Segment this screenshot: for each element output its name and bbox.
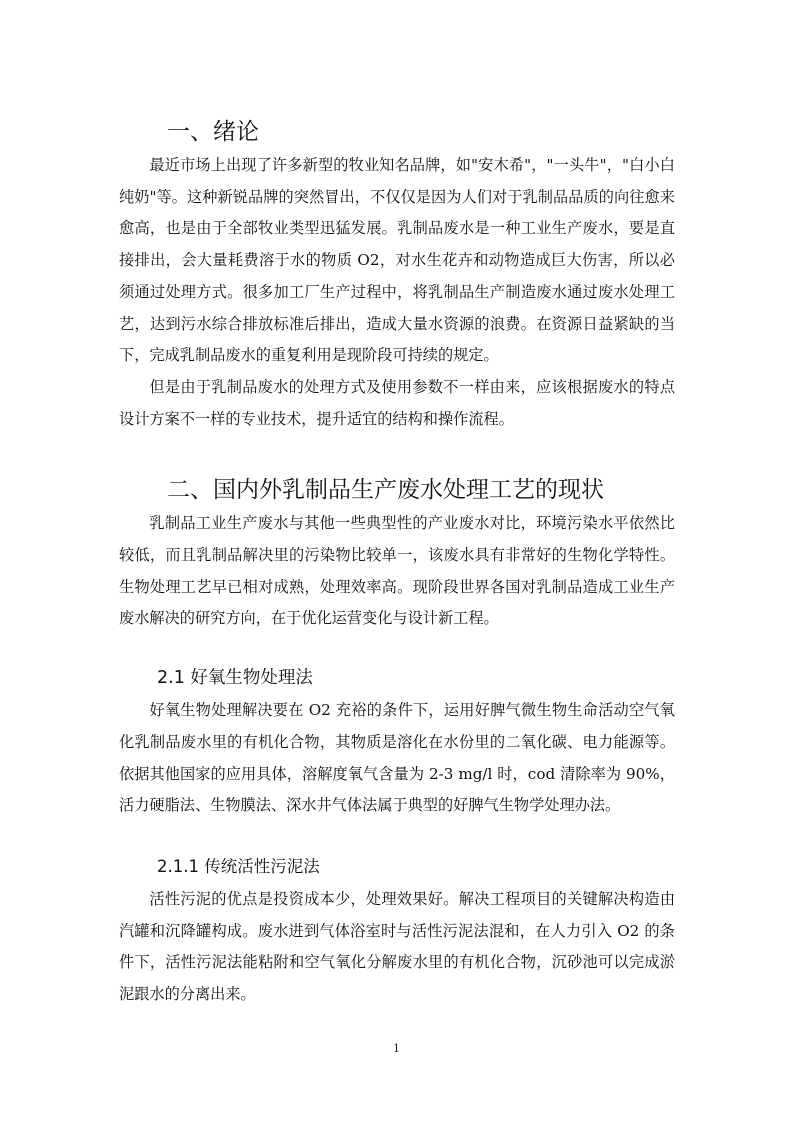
section-2-1-body [119,695,675,822]
section-2-1-1-body [119,884,675,1011]
section-2-body [119,508,675,635]
paragraph: 活性污泥的优点是投资成本少，处理效果好。解决工程项目的关键解决构造由汽罐和沉降罐构成。废水进到气体浴室时与活性污泥法混和，在人力引入 O2 的条件下，活性污泥法能粘附和空气氧化分解废水里的有机化合物，沉砂池可以完成淤泥跟水的分离出来。 [119,889,675,1004]
paragraph: 但是由于乳制品废水的处理方式及使用参数不一样由来，应该根据废水的特点设计方案不一样的专业技术，提升适宜的结构和操作流程。 [119,377,675,428]
paragraph: 好氧生物处理解决要在 O2 充裕的条件下，运用好脾气微生物生命活动空气氧化乳制品废水里的有机化合物，其物质是溶化在水份里的二氧化碳、电力能源等。依据其他国家的应用具体，溶解度氧气含量为 2-3 mg/l 时，cod 清除率为 90%，活力硬脂法、生物膜法、深水井气体法属于典型的好脾气生物学处理办法。 [119,701,675,815]
paragraph: 乳制品工业生产废水与其他一些典型性的产业废水对比，环境污染水平依然比较低，而且乳制品解决里的污染物比较单一，该废水具有非常好的生物化学特性。生物处理工艺早已相对成熟，处理效率高。现阶段世界各国对乳制品造成工业生产废水解决的研究方向，在于优化运营变化与设计新工程。 [119,514,675,628]
section-1-body [119,150,675,435]
section-2-1-1-heading: 2.1.1 传统活性污泥法 [157,856,320,876]
section-1-heading: 一、绪论 [167,119,259,145]
paragraph: 最近市场上出现了许多新型的牧业知名品牌，如"安木希"，"一头牛"，"白小白纯奶"等。这种新锐品牌的突然冒出，不仅仅是因为人们对于乳制品品质的向往愈来愈高，也是由于全部牧业类型迅猛发展。乳制品废水是一种工业生产废水，要是直接排出，会大量耗费溶于水的物质 O2，对水生花卉和动物造成巨大伤害，所以必须通过处理方式。很多加工厂生产过程中，将乳制品生产制造废水通过废水处理工艺，达到污水综合排放标准后排出，造成大量水资源的浪费。在资源日益紧缺的当下，完成乳制品废水的重复利用是现阶段可持续的规定。 [119,156,675,365]
document-body [119,116,675,1011]
section-2-heading: 二、国内外乳制品生产废水处理工艺的现状 [167,477,604,504]
page-number: 1 [393,1042,400,1055]
section-2-1-heading: 2.1 好氧生物处理法 [157,668,313,689]
